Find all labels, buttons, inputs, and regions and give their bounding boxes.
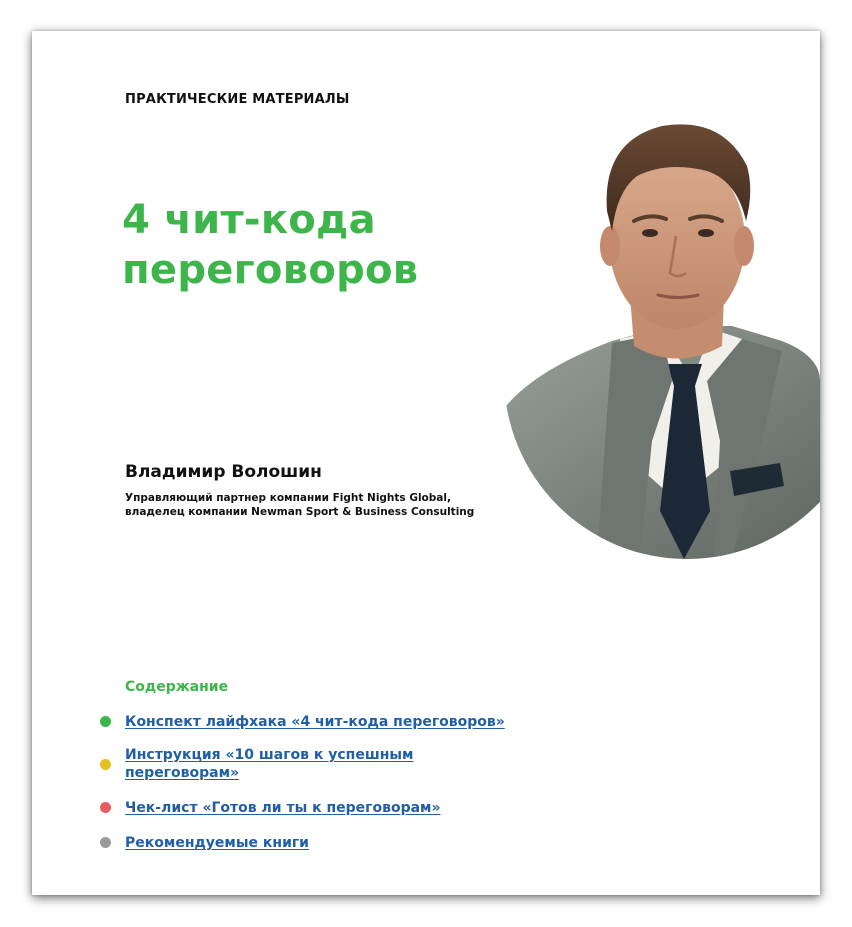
toc-link-summary[interactable] [125,713,505,731]
bullet-dot-icon [100,716,111,727]
bullet-dot-icon [100,759,111,770]
toc-link-books[interactable] [125,834,309,852]
bullet-dot-icon [100,837,111,848]
section-eyebrow: ПРАКТИЧЕСКИЕ МАТЕРИАЛЫ [125,92,350,107]
toc-link-instructions[interactable] [125,746,414,782]
toc-link-line-1: Инструкция «10 шагов к успешным [125,747,414,763]
title-line-1: 4 чит-кода [122,197,376,243]
toc-item [98,746,538,782]
toc-item [98,711,538,731]
toc-link-line-1: Конспект лайфхака «4 чит-кода переговоров» [125,714,505,730]
bullet-dot-icon [100,802,111,813]
toc-link-line-1: Рекомендуемые книги [125,835,309,851]
author-portrait [462,81,820,559]
toc-list [98,711,538,867]
document-page [32,31,820,895]
toc-item [98,832,538,852]
author-role-line-1: Управляющий партнер компании Fight Nights Global, [125,492,451,504]
toc-item [98,797,538,817]
toc-link-checklist[interactable] [125,799,441,817]
toc-link-line-2: переговорам» [125,765,240,781]
toc-link-line-1: Чек-лист «Готов ли ты к переговорам» [125,800,441,816]
toc-heading: Содержание [125,679,229,695]
author-role-line-2: владелец компании Newman Sport & Business Consulting [125,506,475,518]
author-name: Владимир Волошин [125,462,322,482]
author-role [125,491,474,519]
title-line-2: переговоров [122,247,419,293]
